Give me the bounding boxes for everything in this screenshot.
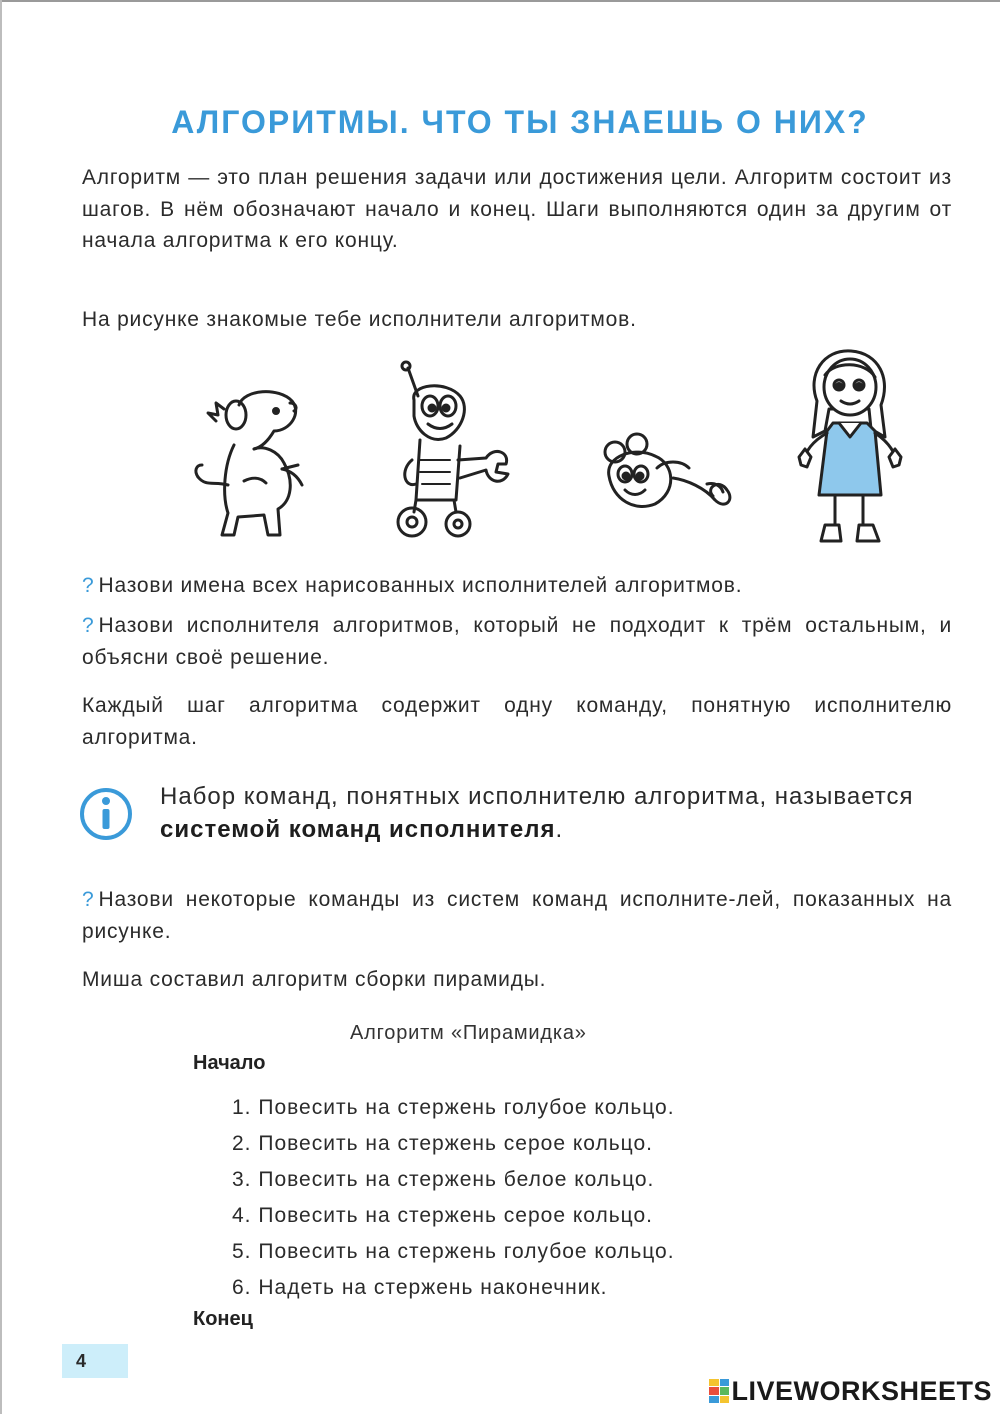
robot-illustration: [390, 360, 530, 545]
page-title: АЛГОРИТМЫ. ЧТО ТЫ ЗНАЕШЬ О НИХ?: [171, 104, 869, 140]
liveworksheets-watermark: [709, 1374, 992, 1408]
info-text: Набор команд, понятных исполнителю алгоритма, называется: [160, 783, 914, 810]
algorithm-end: Конец: [193, 1308, 253, 1330]
watermark-text: LIVEWORKSHEETS: [731, 1375, 992, 1406]
question-2-text: Назови исполнителя алгоритмов, который не подходит к трём остальным, и объясни своё решение.: [82, 614, 952, 669]
question-1: [82, 570, 952, 602]
info-definition: [160, 780, 950, 846]
page-number: 4: [62, 1344, 128, 1378]
info-text-end: .: [555, 816, 564, 843]
algorithm-steps: [232, 1090, 675, 1306]
page-left-border: [0, 0, 2, 1414]
intro-paragraph: Алгоритм — это план решения задачи или достижения цели. Алгоритм состоит из шагов. В нём обозначают начало и конец. Шаги выполняются один за другим от начала алгоритма к его концу.: [82, 166, 952, 252]
algorithm-step: 2. Повесить на стержень серое кольцо.: [232, 1132, 653, 1155]
question-3: [82, 884, 952, 947]
question-2: [82, 610, 952, 673]
info-bold-term: системой команд исполнителя: [160, 816, 556, 843]
mouse-illustration: [595, 430, 740, 525]
algorithm-step: 4. Повесить на стержень серое кольцо.: [232, 1204, 653, 1227]
question-1-text: Назови имена всех нарисованных исполнителей алгоритмов.: [98, 574, 743, 597]
algorithm-step: 3. Повесить на стержень белое кольцо.: [232, 1168, 655, 1191]
illustrations-row: [170, 345, 950, 560]
picture-caption: На рисунке знакомые тебе исполнители алгоритмов.: [82, 308, 637, 331]
info-icon: [78, 786, 134, 842]
step-paragraph: Каждый шаг алгоритма содержит одну команду, понятную исполнителю алгоритма.: [82, 694, 952, 749]
algorithm-title: Алгоритм «Пирамидка»: [350, 1022, 587, 1044]
girl-illustration: [795, 345, 905, 555]
algorithm-step: 6. Надеть на стержень наконечник.: [232, 1276, 608, 1299]
dog-illustration: [184, 385, 324, 545]
question-3-text: Назови некоторые команды из систем команд исполните-лей, показанных на рисунке.: [82, 888, 952, 943]
page-top-border: [0, 0, 1000, 2]
question-mark-icon: ?: [82, 888, 95, 911]
liveworksheets-logo-icon: [709, 1379, 729, 1403]
question-mark-icon: ?: [82, 614, 95, 637]
algorithm-begin: Начало: [193, 1052, 266, 1074]
algorithm-step: 5. Повесить на стержень голубое кольцо.: [232, 1240, 675, 1263]
misha-paragraph: Миша составил алгоритм сборки пирамиды.: [82, 968, 547, 991]
algorithm-step: 1. Повесить на стержень голубое кольцо.: [232, 1096, 675, 1119]
question-mark-icon: ?: [82, 574, 95, 597]
